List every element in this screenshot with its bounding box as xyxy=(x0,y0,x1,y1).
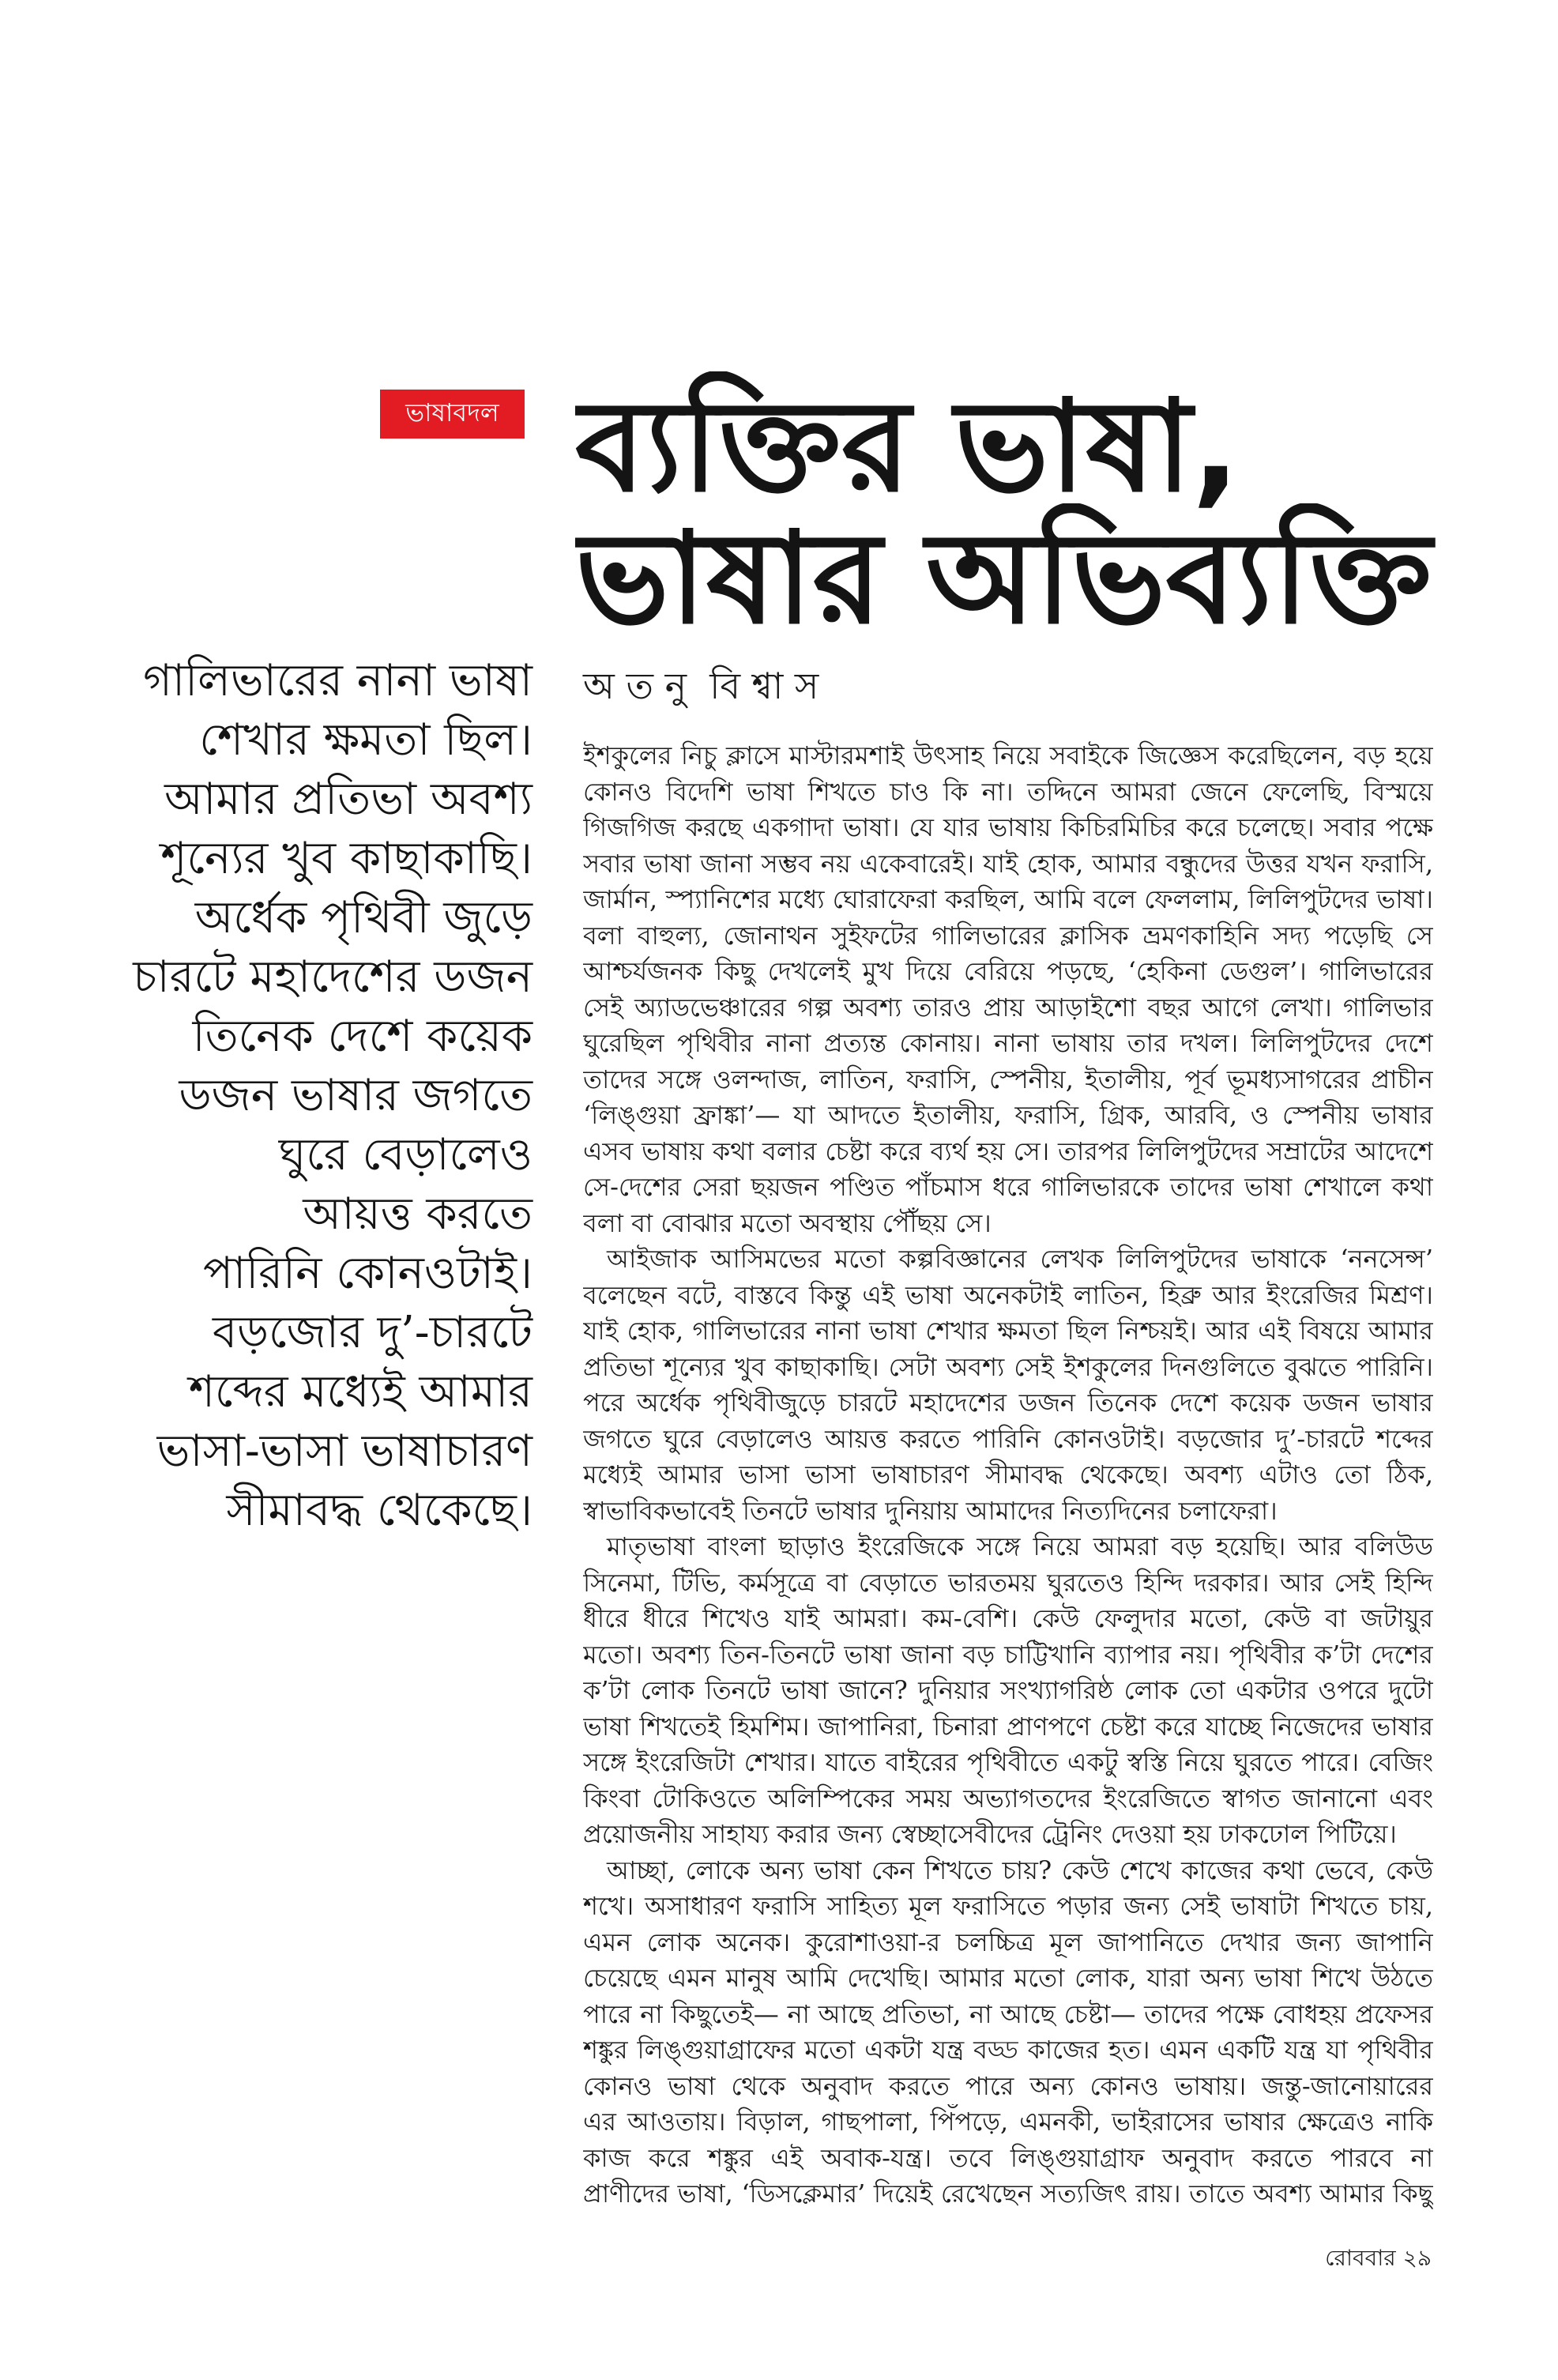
body-line: জগতে ঘুরে বেড়ালেও আয়ত্ত করতে পারিনি কোনওটাই। বড়জোর দু’-চারটে শব্দের xyxy=(583,1423,1433,1454)
body-line: যাই হোক, গালিভারের নানা ভাষা শেখার ক্ষমতা ছিল নিশ্চয়ই। আর এই বিষয়ে আমার xyxy=(583,1316,1433,1346)
body-line: ইশকুলের নিচু ক্লাসে মাস্টারমশাই উৎসাহ নিয়ে সবাইকে জিজ্ঞেস করেছিলেন, বড় হয়ে xyxy=(583,740,1433,770)
body-line: এসব ভাষায় কথা বলার চেষ্টা করে ব্যর্থ হয় সে। তারপর লিলিপুটদের সম্রাটের আদেশে xyxy=(583,1135,1433,1166)
body-line: সঙ্গে ইংরেজিটা শেখার। যাতে বাইরের পৃথিবীতে একটু স্বস্তি নিয়ে ঘুরতে পারে। বেজিং xyxy=(583,1747,1433,1777)
body-paragraph xyxy=(583,1853,1433,2212)
body-line: এর আওতায়। বিড়াল, গাছপালা, পিঁপড়ে, এমনকী, ভাইরাসের ভাষার ক্ষেত্রেও নাকি xyxy=(583,2107,1433,2137)
body-line: প্রয়োজনীয় সাহায্য করার জন্য স্বেচ্ছাসেবীদের ট্রেনিং দেওয়া হয় ঢাকঢোল পিটিয়ে। xyxy=(583,1819,1397,1849)
body-line: সেই অ্যাডভেঞ্চারের গল্প অবশ্য তারও প্রায় আড়াইশো বছর আগে লেখা। গালিভার xyxy=(583,992,1433,1022)
body-line: মধ্যেই আমার ভাসা ভাসা ভাষাচারণ সীমাবদ্ধ থেকেছে। অবশ্য এটাও তো ঠিক, xyxy=(583,1459,1433,1489)
body-line: কোনও ভাষা থেকে অনুবাদ করতে পারে অন্য কোনও ভাষায়। জন্তু-জানোয়ারের xyxy=(583,2070,1433,2101)
body-line: গিজগিজ করছে একগাদা ভাষা। যে যার ভাষায় কিচিরমিচির করে চলেছে। সবার পক্ষে xyxy=(583,812,1433,842)
body-line: মাতৃভাষা বাংলা ছাড়াও ইংরেজিকে সঙ্গে নিয়ে আমরা বড় হয়েছি। আর বলিউড xyxy=(607,1531,1433,1561)
body-line: বলেছেন বটে, বাস্তবে কিন্তু এই ভাষা অনেকটাই লাতিন, হিব্রু আর ইংরেজির মিশ্রণ। xyxy=(583,1279,1433,1310)
pull-quote-line: ডজন ভাষার জগতে xyxy=(179,1070,533,1121)
article-body xyxy=(583,738,1433,2212)
section-tag: ভাষাবদল xyxy=(380,390,525,439)
pull-quote-line: ঘুরে বেড়ালেও xyxy=(278,1129,533,1181)
body-line: ধীরে ধীরে শিখেও যাই আমরা। কম-বেশি। কেউ ফেলুদার মতো, কেউ বা জটায়ুর xyxy=(583,1603,1433,1633)
pull-quote-line: বড়জোর দু’-চারটে xyxy=(212,1307,533,1358)
body-line: এমন লোক অনেক। কুরোশাওয়া-র চলচ্চিত্র মূল জাপানিতে দেখার জন্য জাপানি xyxy=(583,1926,1433,1957)
body-line: সিনেমা, টিভি, কর্মসূত্রে বা বেড়াতে ভারতময় ঘুরতেও হিন্দি দরকার। আর সেই হিন্দি xyxy=(583,1567,1433,1598)
body-line: ঘুরেছিল পৃথিবীর নানা প্রত্যন্ত কোনায়। নানা ভাষায় তার দখল। লিলিপুটদের দেশে xyxy=(583,1028,1433,1058)
body-line: ক’টা লোক তিনটে ভাষা জানে? দুনিয়ার সংখ্যাগরিষ্ঠ লোক তো একটার ওপরে দুটো xyxy=(583,1675,1433,1705)
pull-quote xyxy=(87,651,533,1540)
body-line: ভাষা শিখতেই হিমশিম। জাপানিরা, চিনারা প্রাণপণে চেষ্টা করে যাচ্ছে নিজেদের ভাষার xyxy=(583,1711,1433,1742)
pull-quote-line: আমার প্রতিভা অবশ্য xyxy=(164,774,533,825)
body-line: সে-দেশের সেরা ছয়জন পণ্ডিত পাঁচমাস ধরে গালিভারকে তাদের ভাষা শেখালে কথা xyxy=(583,1172,1433,1202)
body-line: প্রতিভা শূন্যের খুব কাছাকাছি। সেটা অবশ্য সেই ইশকুলের দিনগুলিতে বুঝতে পারিনি। xyxy=(583,1351,1433,1382)
body-line: কোনও বিদেশি ভাষা শিখতে চাও কি না। তদ্দিনে আমরা জেনে ফেলেছি, বিস্ময়ে xyxy=(583,776,1433,807)
pull-quote-line: সীমাবদ্ধ থেকেছে। xyxy=(226,1485,533,1536)
pull-quote-line: শব্দের মধ্যেই আমার xyxy=(188,1366,533,1418)
pull-quote-line: আয়ত্ত করতে xyxy=(303,1188,533,1240)
body-line: সবার ভাষা জানা সম্ভব নয় একেবারেই। যাই হোক, আমার বন্ধুদের উত্তর যখন ফরাসি, xyxy=(583,848,1433,879)
pull-quote-line: গালিভারের নানা ভাষা xyxy=(143,655,533,706)
body-line: ‘লিঙ্গুয়া ফ্রাঙ্কা’— যা আদতে ইতালীয়, ফরাসি, গ্রিক, আরবি, ও স্পেনীয় ভাষার xyxy=(583,1100,1433,1130)
body-line: পরে অর্ধেক পৃথিবীজুড়ে চারটে মহাদেশের ডজন তিনেক দেশে কয়েক ডজন ভাষার xyxy=(583,1388,1433,1418)
pull-quote-line: শূন্যের খুব কাছাকাছি। xyxy=(160,833,533,884)
body-line: বলা বা বোঝার মতো অবস্থায় পৌঁছয় সে। xyxy=(583,1207,992,1238)
body-paragraph xyxy=(583,1529,1433,1853)
body-line: শখে। অসাধারণ ফরাসি সাহিত্য মূল ফরাসিতে পড়ার জন্য সেই ভাষাটা শিখতে চায়, xyxy=(583,1891,1433,1921)
body-line: পারে না কিছুতেই— না আছে প্রতিভা, না আছে চেষ্টা— তাদের পক্ষে বোধহয় প্রফেসর xyxy=(583,1998,1433,2029)
pull-quote-line: অর্ধেক পৃথিবী জুড়ে xyxy=(194,892,533,943)
headline-line-2: ভাষার অভিব্যক্তি xyxy=(575,504,1432,652)
body-line: জার্মান, স্প্যানিশের মধ্যে ঘোরাফেরা করছিল, আমি বলে ফেললাম, লিলিপুটদের ভাষা। xyxy=(583,884,1433,914)
body-line: আচ্ছা, লোকে অন্য ভাষা কেন শিখতে চায়? কেউ শেখে কাজের কথা ভেবে, কেউ xyxy=(607,1855,1433,1885)
body-line: আইজাক আসিমভের মতো কল্পবিজ্ঞানের লেখক লিলিপুটদের ভাষাকে ‘ননসেন্স’ xyxy=(607,1244,1433,1274)
pull-quote-line: শেখার ক্ষমতা ছিল। xyxy=(199,714,533,766)
headline-line-1: ব্যক্তির ভাষা, xyxy=(575,372,1240,520)
pull-quote-line: চারটে মহাদেশের ডজন xyxy=(133,951,533,1003)
pull-quote-line: তিনেক দেশে কয়েক xyxy=(192,1011,533,1062)
body-line: কিংবা টোকিওতে অলিম্পিকের সময় অভ্যাগতদের ইংরেজিতে স্বাগত জানানো এবং xyxy=(583,1783,1433,1813)
body-line: শঙ্কুর লিঙ্গুয়াগ্রাফের মতো একটা যন্ত্র বড্ড কাজের হত। এমন একটি যন্ত্র যা পৃথিবীর xyxy=(583,2035,1433,2065)
body-line: বলা বাহুল্য, জোনাথন সুইফটের গালিভারের ক্লাসিক ভ্রমণকাহিনি সদ্য পড়েছি সে xyxy=(583,920,1433,951)
pull-quote-line: পারিনি কোনওটাই। xyxy=(202,1248,533,1299)
body-paragraph xyxy=(583,738,1433,1241)
body-line: আশ্চর্যজনক কিছু দেখলেই মুখ দিয়ে বেরিয়ে পড়ছে, ‘হেকিনা ডেগুল’। গালিভারের xyxy=(583,956,1433,986)
author-byline: অ ত নু বি শ্বা স xyxy=(583,665,819,707)
page-footer: রোববার ২৯ xyxy=(1325,2245,1432,2271)
body-line: তাদের সঙ্গে ওলন্দাজ, লাতিন, ফরাসি, স্পেনীয়, ইতালীয়, পূর্ব ভূমধ্যসাগরের প্রাচীন xyxy=(583,1064,1433,1094)
pull-quote-line: ভাসা-ভাসা ভাষাচারণ xyxy=(156,1425,533,1477)
body-line: মতো। অবশ্য তিন-তিনটে ভাষা জানা বড় চাট্টিখানি ব্যাপার নয়। পৃথিবীর ক’টা দেশের xyxy=(583,1639,1433,1670)
body-line: প্রাণীদের ভাষা, ‘ডিসক্লেমার’ দিয়েই রেখেছেন সত্যজিৎ রায়। তাতে অবশ্য আমার কিছু xyxy=(583,2179,1433,2209)
body-line: চেয়েছে এমন মানুষ আমি দেখেছি। আমার মতো লোক, যারা অন্য ভাষা শিখে উঠতে xyxy=(583,1963,1433,1993)
body-line: স্বাভাবিকভাবেই তিনটে ভাষার দুনিয়ায় আমাদের নিত্যদিনের চলাফেরা। xyxy=(583,1495,1278,1526)
body-paragraph xyxy=(583,1241,1433,1529)
body-line: কাজ করে শঙ্কুর এই অবাক-যন্ত্র। তবে লিঙ্গুয়াগ্রাফ অনুবাদ করতে পারবে না xyxy=(583,2142,1433,2173)
